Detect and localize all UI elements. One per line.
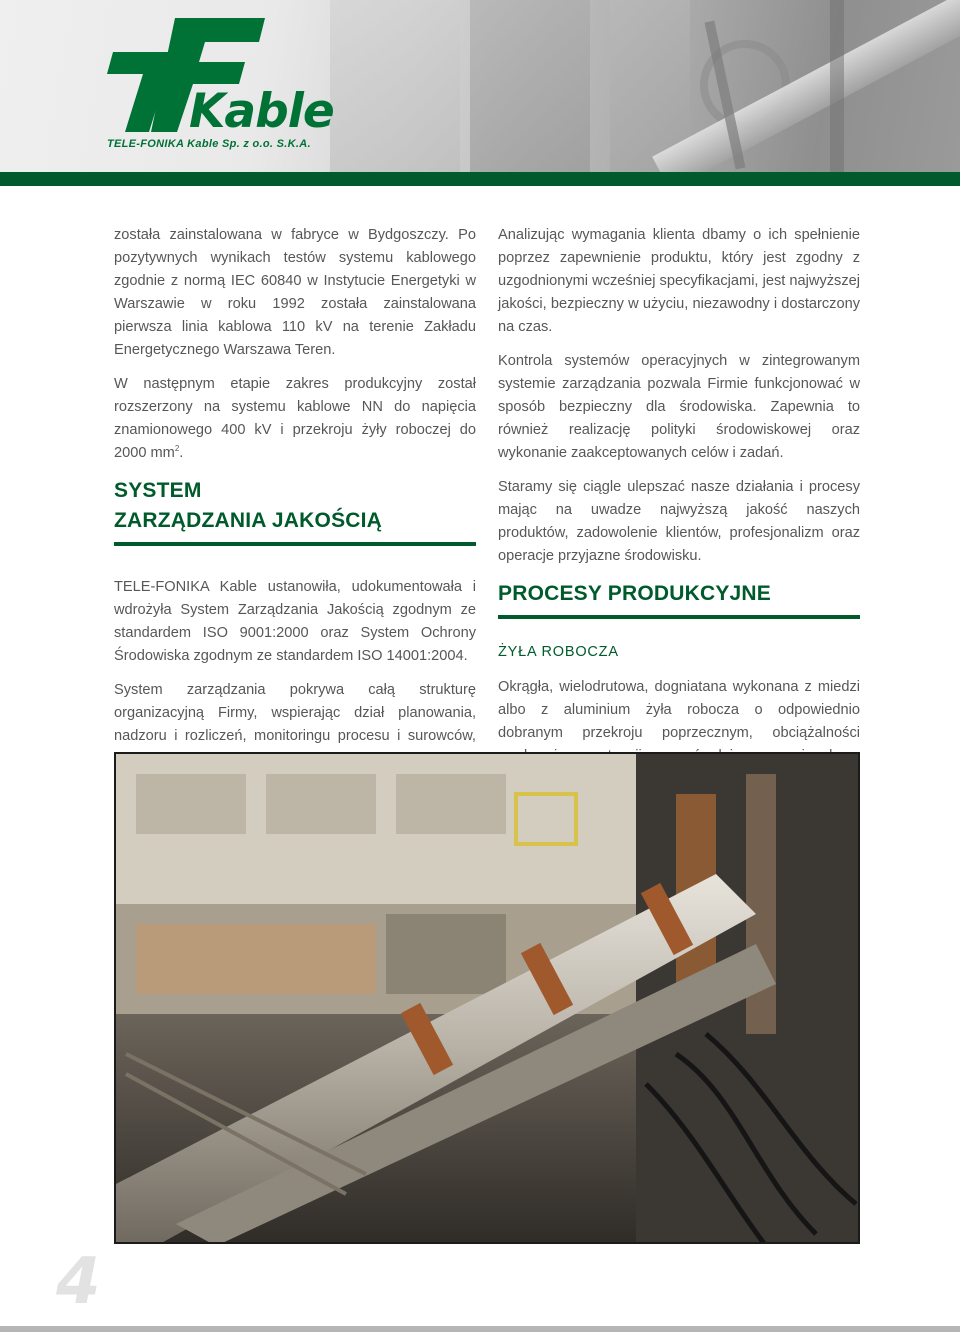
paragraph: System zarządzania pokrywa całą strukturę organizacyjną Firmy, wspierając dział planowania, nadzoru i rozliczeń, monitoringu procesu i surowców, bbox=[114, 682, 476, 744]
paragraph-text: W następnym etapie zakres produkcyjny został rozszerzony na systemu kablowe NN do napięcia znamionowego 400 kV i przekroju żyły roboczej do 2000 mm bbox=[114, 376, 476, 461]
header-bg-beam bbox=[830, 0, 844, 172]
cable-line-photo-icon bbox=[116, 754, 860, 1244]
paragraph: Kontrola systemów operacyjnych w zintegrowanym systemie zarządzania pozwala Firmie funkcjonować w sposób bezpieczny dla środowiska. Zapewnia to również realizację polityki środowiskowej oraz wykonanie zaakceptowanych celów i zadań. bbox=[498, 353, 860, 461]
paragraph: TELE-FONIKA Kable ustanowiła, udokumentowała i wdrożyła System Zarządzania Jakością zgodnym ze standardem ISO 9001:2000 oraz System Ochrony Środowiska zgodnym ze standardem ISO 14001:2004. bbox=[114, 579, 476, 664]
heading-line: SYSTEM bbox=[114, 479, 202, 502]
paragraph: Okrągła, wielodrutowa, dogniatana wykonana z miedzi albo z aluminium żyła robocza o odpowiednio dobranym przekroju poprzecznym, obciążalności bbox=[498, 679, 860, 741]
factory-photo bbox=[114, 752, 860, 1244]
header-banner bbox=[0, 0, 960, 172]
logo-subtitle: TELE-FONIKA Kable Sp. z o.o. S.K.A. bbox=[107, 138, 311, 150]
page-number: 4 bbox=[56, 1245, 101, 1319]
subheading: ŻYŁA ROBOCZA bbox=[498, 644, 619, 660]
section-heading bbox=[114, 476, 476, 536]
right-column bbox=[498, 224, 860, 802]
header-divider bbox=[0, 172, 960, 186]
header-bg-panel bbox=[330, 0, 460, 172]
left-column bbox=[114, 224, 476, 805]
superscript: 2 bbox=[174, 444, 180, 454]
heading-line: ZARZĄDZANIA JAKOŚCIĄ bbox=[114, 509, 383, 532]
paragraph bbox=[114, 373, 476, 465]
heading-rule bbox=[498, 615, 860, 619]
heading-rule bbox=[114, 542, 476, 546]
logo-wordmark: Kable bbox=[189, 84, 334, 139]
header-bg-panel bbox=[470, 0, 590, 172]
footer-bar bbox=[0, 1326, 960, 1332]
paragraph: Staramy się ciągle ulepszać nasze działania i procesy mając na uwadze najwyższą jakość naszych produktów, zadowolenie klientów, profesjonalizm oraz operacje przyjazne środowisku. bbox=[498, 479, 860, 564]
paragraph: Analizując wymagania klienta dbamy o ich spełnienie poprzez zapewnienie produktu, który jest zgodny z uzgodnionymi wcześniej specyfikacjami, jest najwyższej jakości, bezpieczny w użyciu, niezawodny i dostarczony na czas. bbox=[498, 227, 860, 335]
company-logo bbox=[105, 14, 345, 164]
section-heading: PROCESY PRODUKCYJNE bbox=[498, 582, 771, 605]
header-bg-beam bbox=[652, 0, 960, 172]
paragraph: została zainstalowana w fabryce w Bydgoszczy. Po pozytywnych wynikach testów systemu kablowego zgodnie z normą IEC 60840 w Instytucie Energetyki w Warszawie w roku 1992 została zainstalowana pierwsza linia kablowa 110 kV na terenie Zakładu Energetycznego Warszawa Teren. bbox=[114, 227, 476, 358]
paragraph-text: . bbox=[179, 445, 184, 461]
